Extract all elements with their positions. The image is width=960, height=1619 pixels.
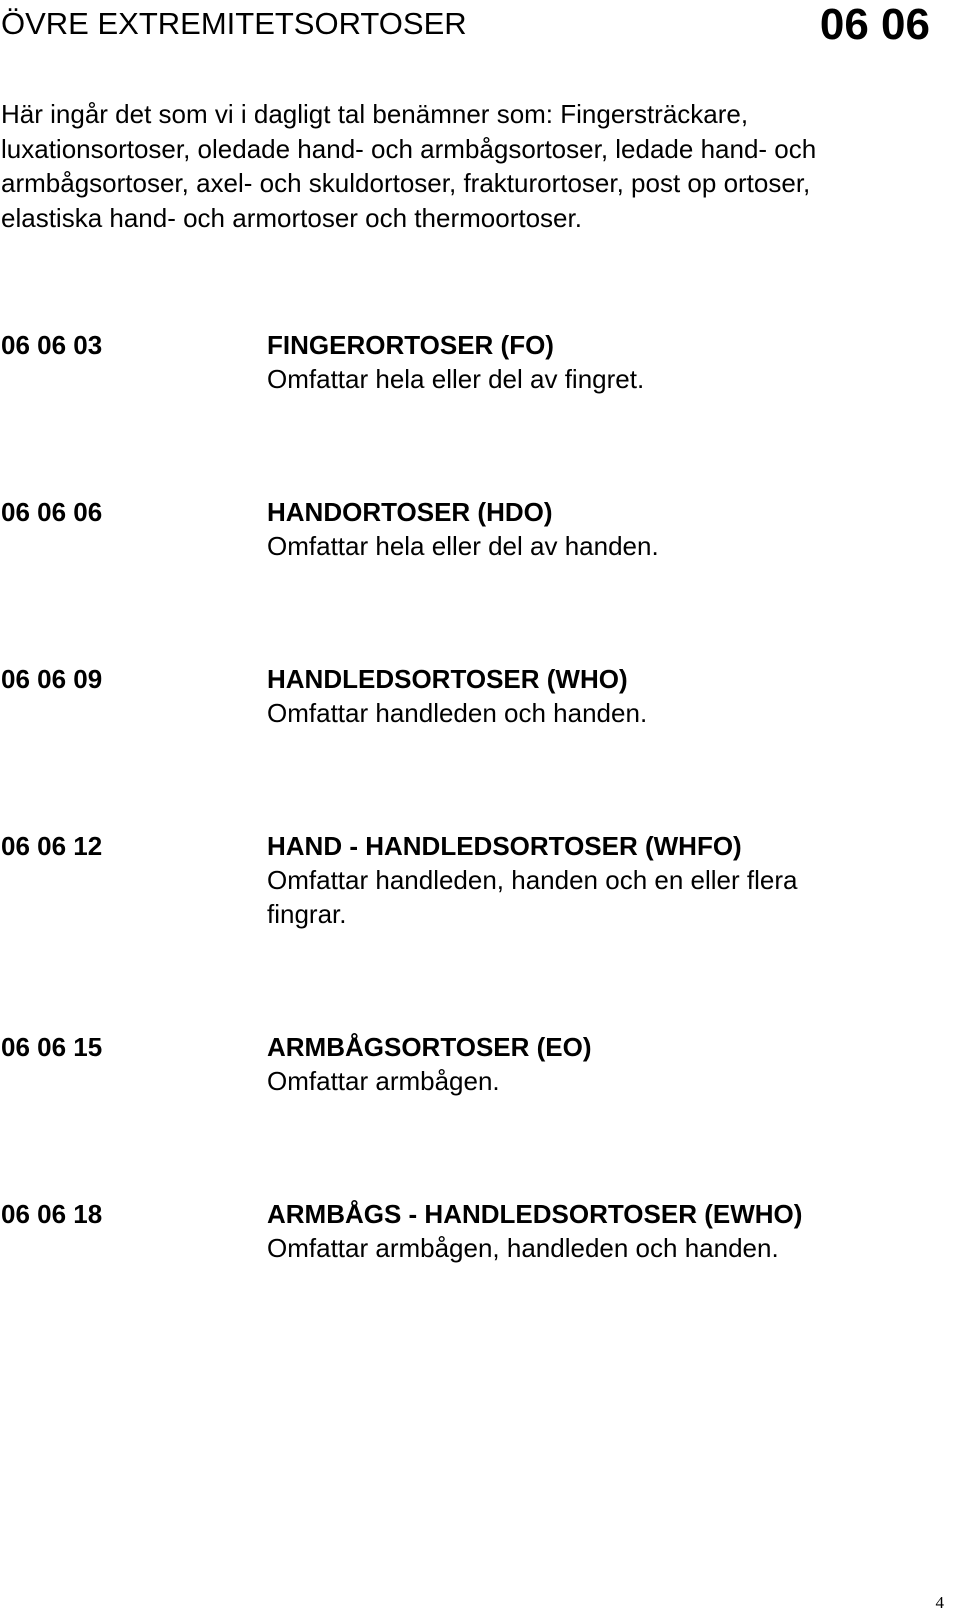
- intro-line: Här ingår det som vi i dagligt tal benämner som: Fingersträckare,: [1, 99, 749, 129]
- entry-description: [267, 362, 907, 396]
- entry-description: [267, 696, 907, 730]
- entry-title: FINGERORTOSER (FO): [267, 330, 554, 360]
- entry-title: ARMBÅGS - HANDLEDSORTOSER (EWHO): [267, 1199, 803, 1229]
- entry-title: HAND - HANDLEDSORTOSER (WHFO): [267, 831, 742, 861]
- entry-description-line: Omfattar hela eller del av handen.: [267, 531, 659, 561]
- entry-description-line: Omfattar hela eller del av fingret.: [267, 364, 645, 394]
- entry-code: 06 06 15: [1, 1032, 103, 1062]
- section-code: 06 06: [819, 0, 930, 49]
- entry-body: [267, 328, 907, 396]
- entry-body: [267, 495, 907, 563]
- entry-title: ARMBÅGSORTOSER (EO): [267, 1032, 592, 1062]
- page-title: ÖVRE EXTREMITETSORTOSER: [1, 6, 467, 41]
- entry-code: 06 06 18: [1, 1199, 103, 1229]
- entry-description-line: Omfattar handleden, handen och en eller flera: [267, 865, 798, 895]
- entry-description-line: Omfattar handleden och handen.: [267, 698, 648, 728]
- entry-description: [267, 529, 907, 563]
- intro-line: armbågsortoser, axel- och skuldortoser, frakturortoser, post op ortoser,: [1, 168, 811, 198]
- entry-title: HANDLEDSORTOSER (WHO): [267, 664, 628, 694]
- entry-description-line: fingrar.: [267, 899, 347, 929]
- entry-title: HANDORTOSER (HDO): [267, 497, 553, 527]
- entry-description: [267, 1231, 907, 1265]
- entry-description: [267, 863, 907, 931]
- entry-body: [267, 1030, 907, 1098]
- entry-body: [267, 829, 907, 931]
- intro-line: elastiska hand- och armortoser och thermoortoser.: [1, 202, 582, 233]
- entry-body: [267, 1197, 907, 1265]
- intro-line: luxationsortoser, oledade hand- och armbågsortoser, ledade hand- och: [1, 133, 817, 164]
- entry-description-line: Omfattar armbågen.: [267, 1066, 500, 1096]
- entry-code: 06 06 06: [1, 497, 103, 527]
- intro-paragraph: [1, 97, 941, 235]
- entry-code: 06 06 03: [1, 330, 103, 360]
- entry-body: [267, 662, 907, 730]
- entry-code: 06 06 09: [1, 664, 103, 694]
- page-number: 4: [935, 1593, 944, 1612]
- entry-description: [267, 1064, 907, 1098]
- entry-code: 06 06 12: [1, 831, 103, 861]
- entry-description-line: Omfattar armbågen, handleden och handen.: [267, 1233, 779, 1263]
